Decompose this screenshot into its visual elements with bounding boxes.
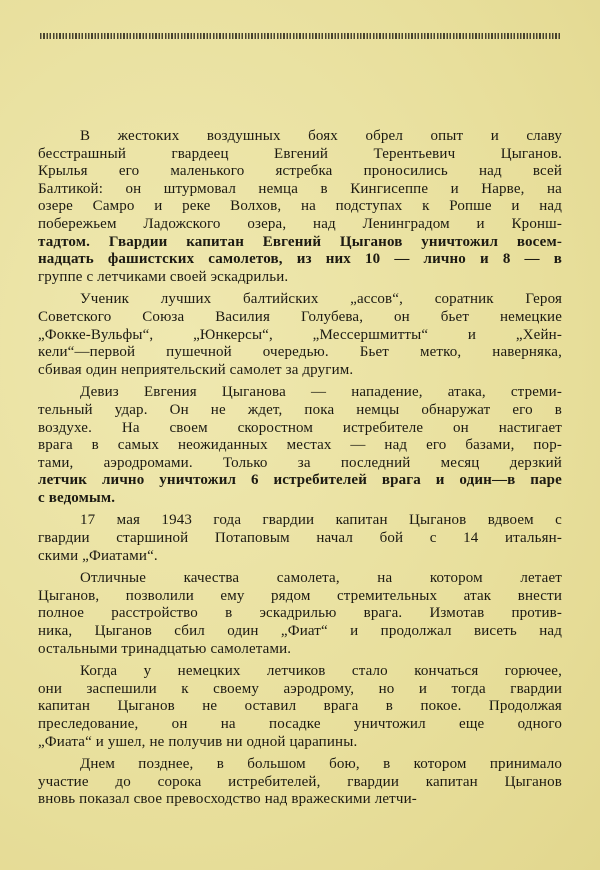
paragraph bbox=[38, 384, 562, 507]
top-decorative-border bbox=[40, 33, 560, 39]
paragraph bbox=[38, 128, 562, 286]
text-line: 17 мая 1943 года гвардии капитан Цыганов вдвоем с bbox=[80, 512, 562, 529]
text-line: озере Самро и реке Волхов, на подступах к Ропше и над bbox=[38, 198, 562, 215]
text-line: они заспешили к своему аэродрому, но и тогда гвардии bbox=[38, 680, 562, 697]
text-line: побережьем Ладожского озера, над Ленинградом и Кронш- bbox=[38, 215, 562, 232]
text-line: Ученик лучших балтийских „ассов“, соратник Героя bbox=[80, 291, 562, 308]
text-line: „Фокке-Вульфы“, „Юнкерсы“, „Мессершмитты“ и „Хейн- bbox=[38, 326, 562, 343]
text-line: кели“—первой пушечной очередью. Бьет метко, наверняка, bbox=[38, 344, 562, 361]
text-line: Когда у немецких летчиков стало кончаться горючее, bbox=[80, 663, 562, 680]
paragraph bbox=[38, 291, 562, 379]
text-line: Девиз Евгения Цыганова — нападение, атака, стреми- bbox=[80, 384, 562, 401]
text-line: Советского Союза Василия Голубева, он бьет немецкие bbox=[38, 308, 562, 325]
text-line: В жестоких воздушных боях обрел опыт и славу bbox=[80, 128, 562, 144]
text-line: тадтом. Гвардии капитан Евгений Цыганов уничтожил восем- bbox=[38, 233, 562, 250]
paragraph bbox=[38, 756, 562, 809]
text-line: участие до сорока истребителей, гвардии капитан Цыганов bbox=[38, 773, 562, 790]
document-body bbox=[38, 128, 562, 814]
paragraph bbox=[38, 512, 562, 565]
text-line: надцать фашистских самолетов, из них 10 — лично и 8 — в bbox=[38, 251, 562, 268]
text-line: капитан Цыганов не оставил врага в покое. Продолжая bbox=[38, 698, 562, 715]
text-line: врага в самых неожиданных местах — над его базами, пор- bbox=[38, 437, 562, 454]
text-line: тами, аэродромами. Только за последний месяц дерзкий bbox=[38, 454, 562, 471]
text-line: тельный удар. Он не ждет, пока немцы обнаружат его в bbox=[38, 401, 562, 418]
text-line: „Фиата“ и ушел, не получив ни одной царапины. bbox=[38, 733, 358, 750]
paragraph bbox=[38, 663, 562, 751]
text-line: преследование, он на посадке уничтожил еще одного bbox=[38, 716, 562, 732]
text-line: с ведомым. bbox=[38, 489, 116, 506]
text-line: Крылья его маленького ястребка проносились над всей bbox=[38, 163, 562, 180]
text-line: ника, Цыганов сбил один „Фиат“ и продолжал висеть над bbox=[38, 623, 562, 640]
text-line: Балтикой: он штурмовал немца в Кингисеппе и Нарве, на bbox=[38, 180, 562, 197]
text-line: остальными тринадцатью самолетами. bbox=[38, 640, 292, 657]
text-line: бесстрашный гвардеец Евгений Терентьевич Цыганов. bbox=[38, 145, 562, 162]
text-line: сбивая один неприятельский самолет за другим. bbox=[38, 361, 354, 378]
text-line: Отличные качества самолета, на котором летает bbox=[80, 570, 562, 587]
text-line: вновь показал свое превосходство над вражескими летчи- bbox=[38, 791, 417, 808]
text-line: летчик лично уничтожил 6 истребителей врага и один—в паре bbox=[38, 472, 562, 489]
text-line: воздухе. На своем скоростном истребителе он настигает bbox=[38, 419, 562, 436]
text-line: скими „Фиатами“. bbox=[38, 547, 158, 564]
text-line: группе с летчиками своей эскадрильи. bbox=[38, 268, 289, 285]
text-line: Днем позднее, в большом бою, в котором принимало bbox=[80, 756, 562, 773]
paragraph bbox=[38, 570, 562, 658]
text-line: гвардии старшиной Потаповым начал бой с 14 итальян- bbox=[38, 530, 562, 547]
text-line: Цыганов, позволили ему рядом стремительных атак внести bbox=[38, 587, 562, 604]
text-line: полное расстройство в эскадрилью врага. Измотав против- bbox=[38, 605, 562, 622]
